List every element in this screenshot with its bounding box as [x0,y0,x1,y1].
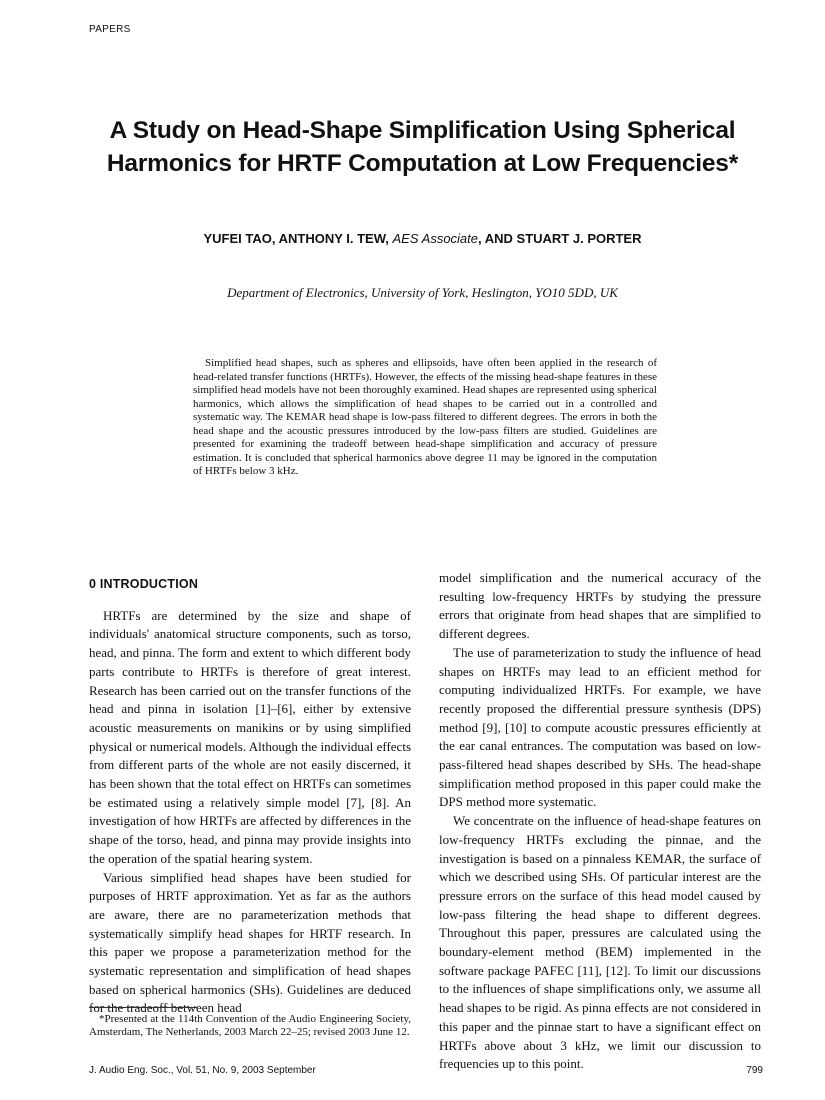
abstract-text: Simplified head shapes, such as spheres and ellipsoids, have often been applied in the research of head-related transfer functions (HRTFs). However, the effects of the missing head-shape features in these simplified head models have not been thoroughly examined. Head shapes are represented using spherical harmonics, which allows the simplification of head shapes to be carried out in a controlled and systematic way. The KEMAR head shape is low-pass filtered to different degrees. The errors in both the head shape and the acoustic pressures introduced by the low-pass filters are studied. Guidelines are presented for examining the tradeoff between head-shape simplification and accuracy of pressure estimation. It is concluded that spherical harmonics above degree 11 may be ignored in the computation of HRTFs below 3 kHz. [193,357,657,477]
affiliation: Department of Electronics, University of York, Heslington, YO10 5DD, UK [227,285,618,300]
paragraph: Various simplified head shapes have been studied for purposes of HRTF approximation. Yet as far as the authors are aware, there are no parameterization methods that systematically simplify head shapes for HRTF research. In this paper we propose a parameterization method for the systematic representation and simplification of head shapes based on spherical harmonics (SHs). Guidelines are deduced for the tradeoff between head [89,869,411,1016]
author-list [60,231,785,246]
title-line-1: A Study on Head-Shape Simplification Using Spherical [109,117,736,144]
journal-citation: J. Audio Eng. Soc., Vol. 51, No. 9, 2003 September [89,1065,316,1076]
running-header: PAPERS [89,24,131,35]
left-column [89,569,411,1018]
paragraph: The use of parameterization to study the influence of head shapes on HRTFs may lead to an efficient method for computing individualized HRTFs. For example, we have recently proposed the differential pressure synthesis (DPS) method [9], [10] to compute acoustic pressures efficiently at the ear canal entrances. The computation was based on low-pass-filtered head shapes described by SHs. The head-shape simplification method proposed in this paper could make the DPS method more systematic. [439,644,761,810]
title-line-2: Harmonics for HRTF Computation at Low Frequencies* [106,150,739,177]
paragraph: We concentrate on the influence of head-shape features on low-frequency HRTFs excluding the pinnae, and the investigation is based on a pinnaless KEMAR, the surface of which we described using SHs. Of particular interest are the pressure errors on the surface of this head model caused by low-pass filtering the head shape to different degrees. Throughout this paper, pressures are calculated using the boundary-element method (BEM) implemented in the software package PAFEC [11], [12]. To limit our discussions to the influences of shape simplifications only, we assume all head shapes to be rigid. As pinna effects are not considered in this paper and the pinnae start to have a significant effect on HRTFs above about 3 kHz, we limit our discussion to frequencies up to this point. [439,813,761,1072]
paragraph: HRTFs are determined by the size and shape of individuals' anatomical structure components, such as torso, head, and pinna. The form and extent to which different body parts contribute to HRTFs is therefore of great interest. Research has been carried out on the transfer functions of the head and pinna in isolation [1]–[6], either by extensive acoustic measurements on manikins or by using simplified physical or numerical models. Although the individual effects from different parts of the whole are not easily discerned, it has been shown that the total effect on HRTFs can sometimes be estimated using a relatively simple model [7], [8]. An investigation of how HRTFs are affected by differences in the shape of the torso, head, and pinna may provide insights into the operation of the spatial hearing system. [89,607,411,866]
abstract [193,357,657,479]
section-heading: 0 INTRODUCTION [89,577,199,591]
footnote-text: *Presented at the 114th Convention of the Audio Engineering Society, Amsterdam, The Netherlands, 2003 March 22–25; revised 2003 June 12. [89,1013,411,1038]
right-column [439,569,761,1074]
author-role: AES Associate [392,231,479,246]
authors-part-2: , AND STUART J. PORTER [478,231,642,246]
paper-title [70,114,775,180]
footnote [89,1013,411,1039]
authors-part-1: YUFEI TAO, ANTHONY I. TEW, [203,231,389,246]
paragraph: model simplification and the numerical accuracy of the resulting low-frequency HRTFs by studying the pressure errors that originate from head shapes that are simplified to different degrees. [439,570,761,642]
page-number: 799 [746,1065,763,1076]
footnote-divider [89,1007,197,1008]
